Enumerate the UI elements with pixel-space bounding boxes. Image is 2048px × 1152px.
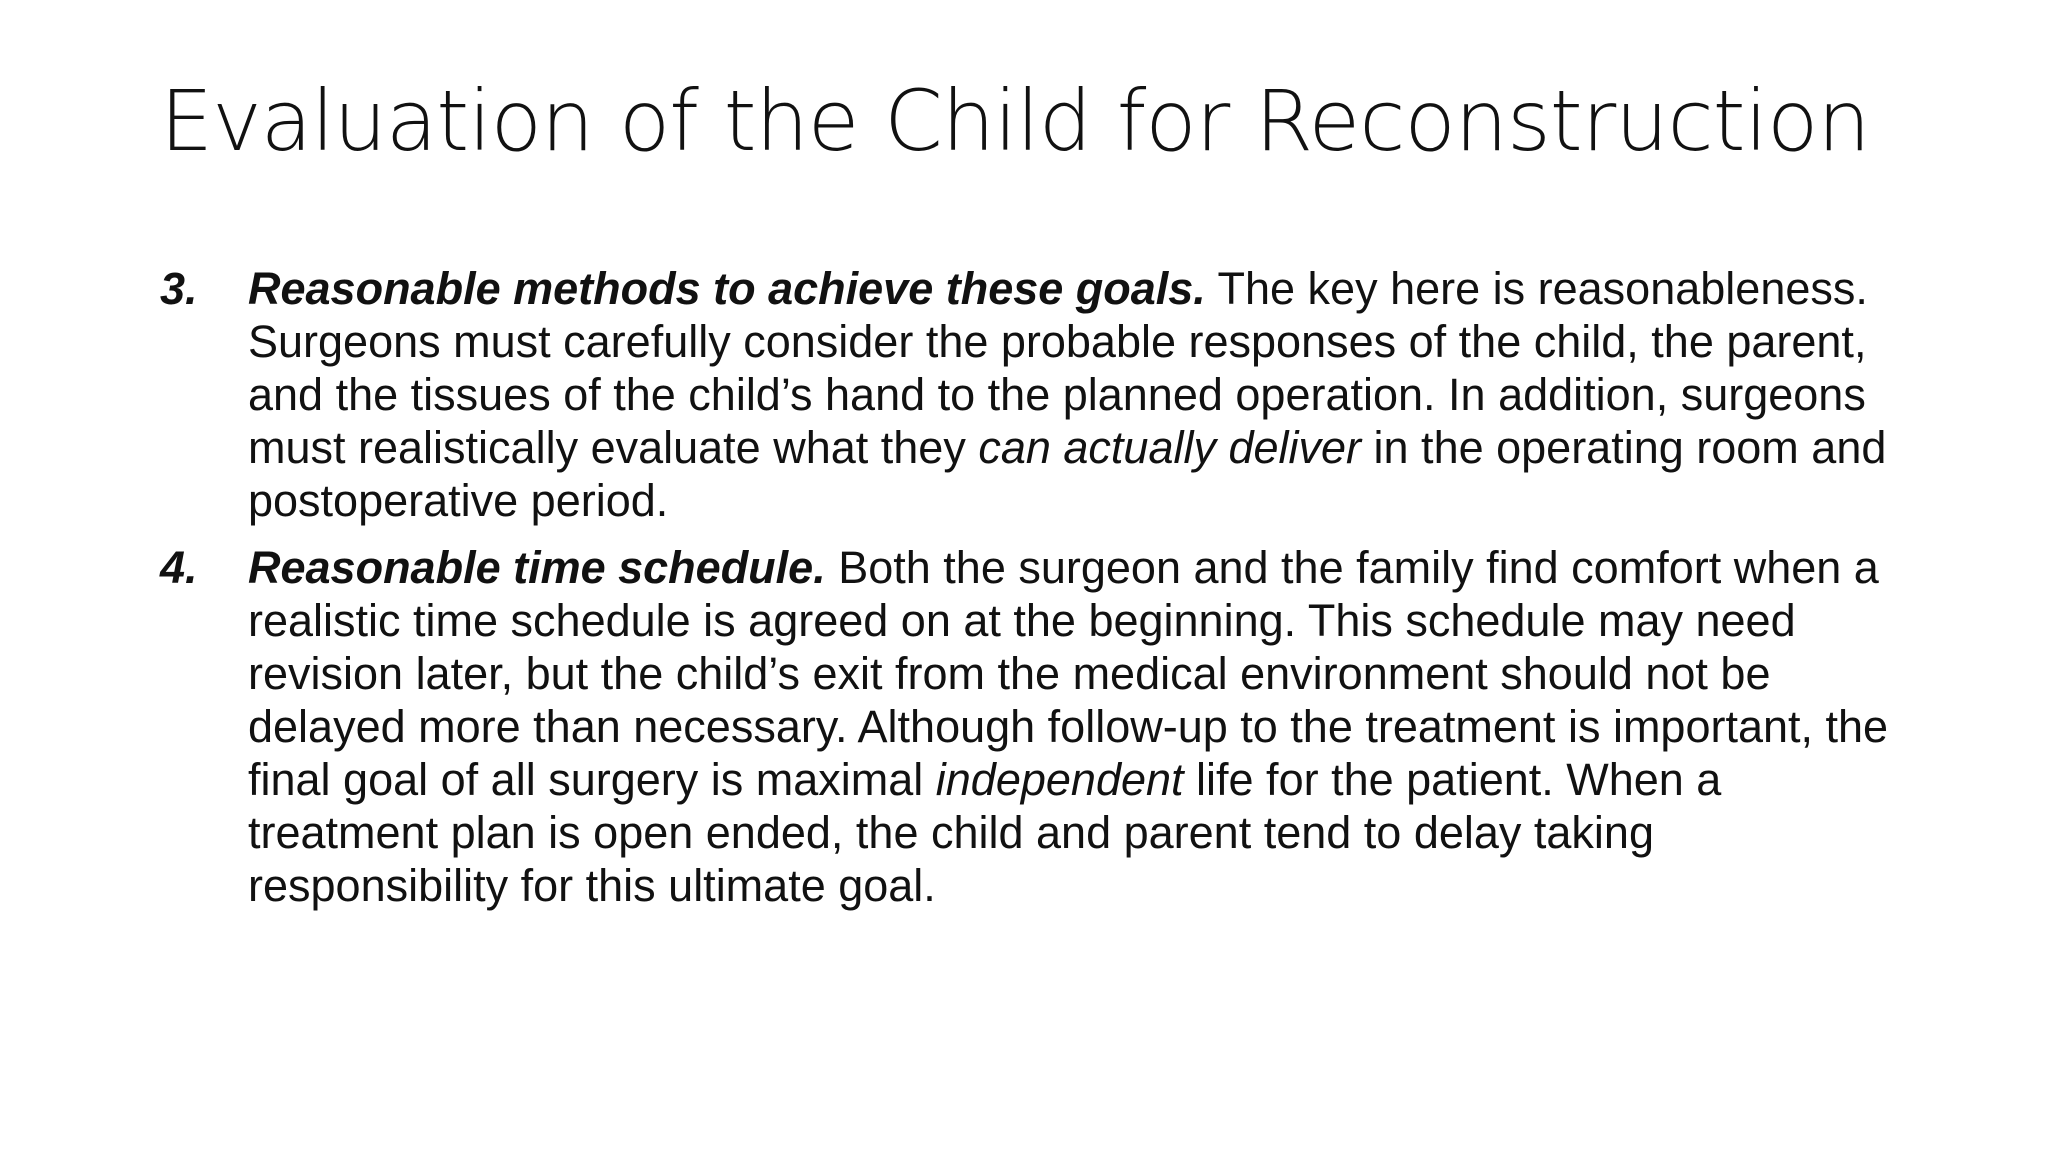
list-item-text [248, 541, 1920, 912]
list-item-body-end: life for the patient. When a treatment plan is open ended, the child and parent tend to delay taking responsibility for this ultimate goal. [248, 754, 1722, 911]
list-item-number: 3. [160, 263, 198, 314]
list-item-body-end: in the operating room and postoperative period. [248, 422, 1887, 526]
slide-title: Evaluation of the Child for Reconstruction [160, 72, 1870, 170]
list-item-emphasis: can actually deliver [978, 422, 1362, 473]
list-item-heading: Reasonable time schedule. [248, 542, 826, 593]
list-item-heading: Reasonable methods to achieve these goals. [248, 263, 1206, 314]
list-item-emphasis: independent [935, 754, 1184, 805]
list-item-4 [160, 541, 1920, 912]
list-item-number: 4. [160, 542, 198, 593]
list-item-3 [160, 262, 1920, 527]
list-item-body: Both the surgeon and the family find comfort when a realistic time schedule is agreed on at the beginning. This schedule may need revision later, but the child’s exit from the medical environment should not be delayed more than necessary. Although follow-up to the treatment is important, the final goal of all surgery is maximal [248, 542, 1889, 805]
list-item-text [248, 262, 1920, 527]
list-item-body: The key here is reasonableness. Surgeons must carefully consider the probable responses of the child, the parent, and the tissues of the child’s hand to the planned operation. In addition, surgeons must realistically evaluate what they [248, 263, 1868, 473]
numbered-list [160, 262, 1920, 926]
